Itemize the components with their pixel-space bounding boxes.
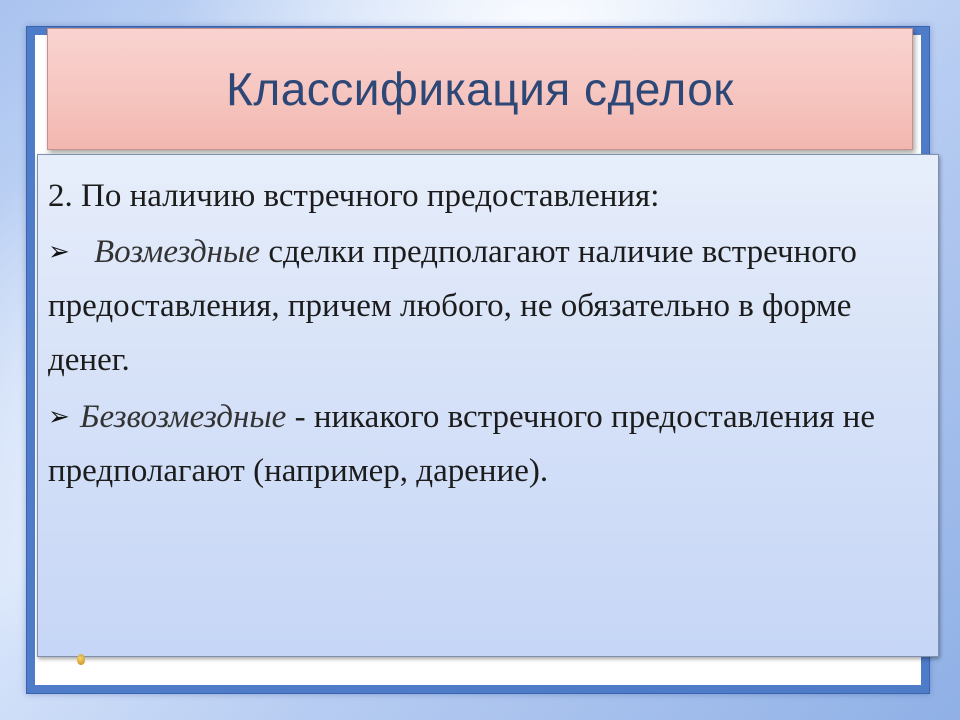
bullet-text-paid: сделки предполагают наличие встречного предоставления, причем любого, не обязательно в форме денег. [48, 234, 857, 378]
bullet-term-paid: Возмездные [94, 234, 261, 270]
content-box [37, 154, 939, 657]
title-box [47, 28, 913, 150]
bullet-gratuitous [48, 390, 918, 498]
bullet-paid [48, 225, 918, 387]
slide-title: Классификация сделок [226, 63, 734, 115]
arrow-bullet-icon: ➢ [48, 237, 70, 267]
arrow-bullet-icon: ➢ [48, 402, 70, 432]
decorative-ornament-icon [77, 654, 85, 665]
bullet-text-gratuitous: - никакого встречного предоставления не предполагают (например, дарение). [48, 399, 875, 489]
section-heading: 2. По наличию встречного предоставления: [48, 178, 660, 214]
bullet-term-gratuitous: Безвозмездные [80, 399, 287, 435]
